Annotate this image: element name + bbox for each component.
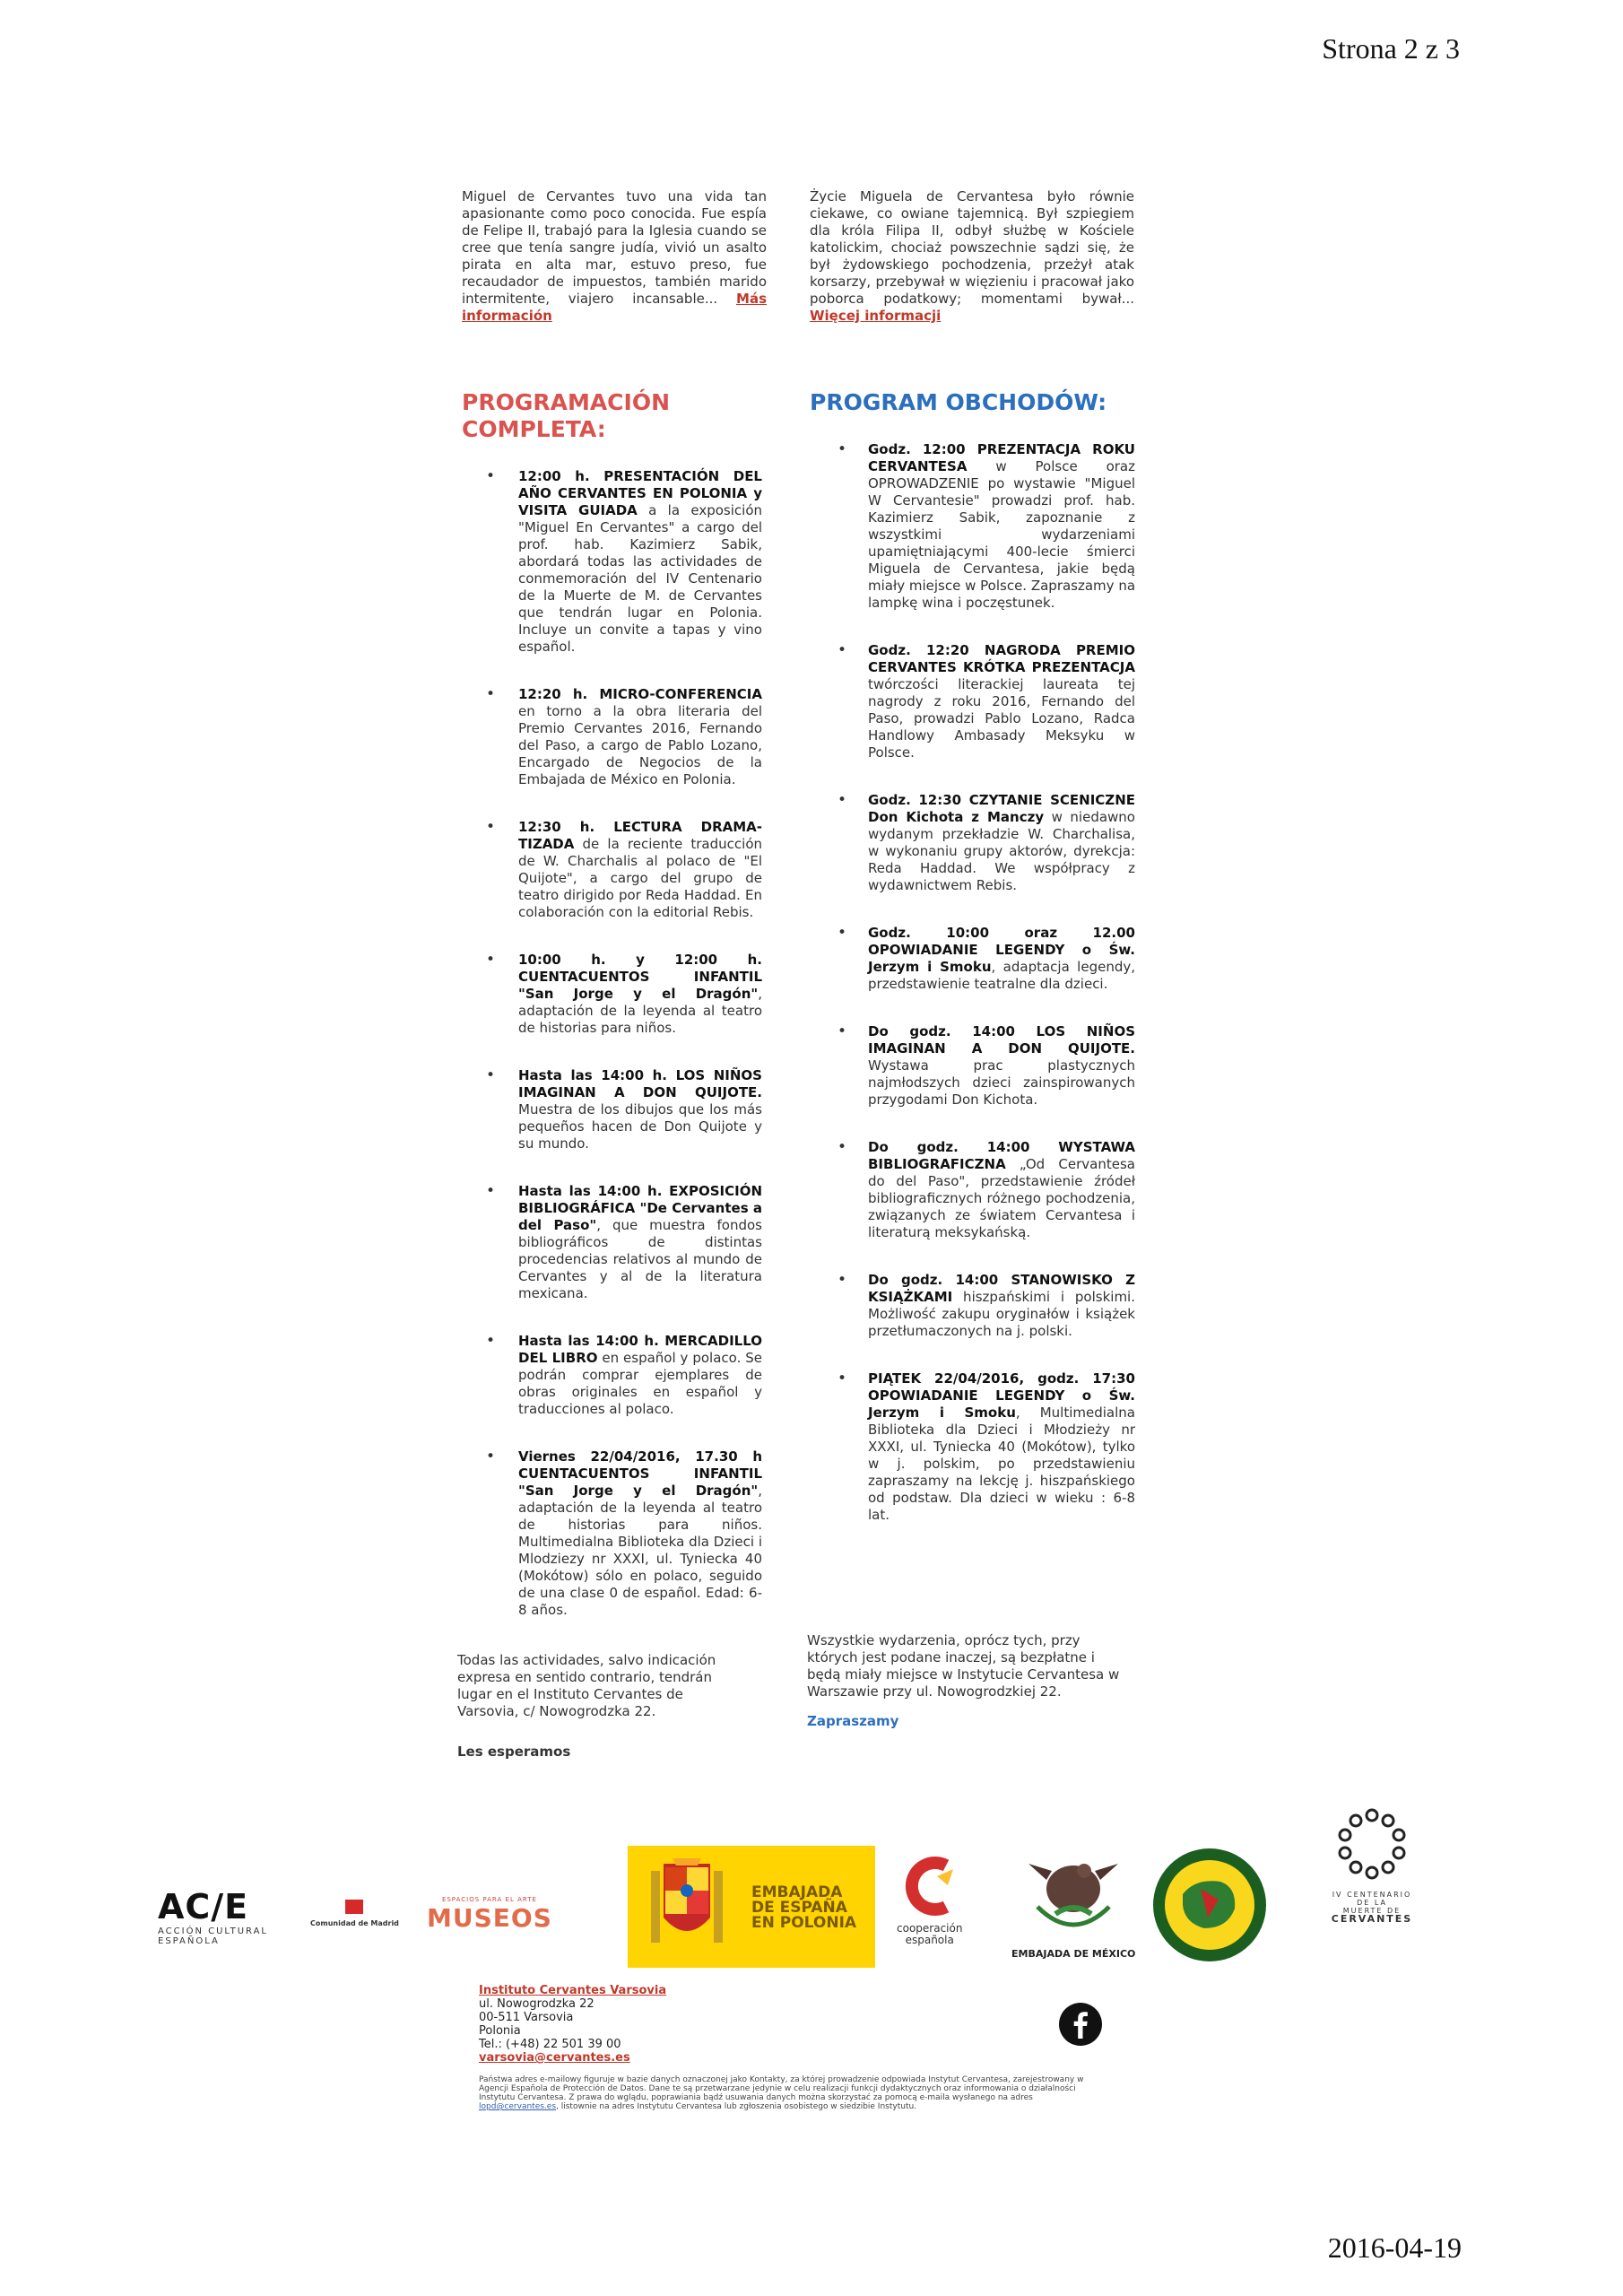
contact-phone: Tel.: (+48) 22 501 39 00 [479,2038,621,2051]
comunidad-madrid-logo: Comunidad de Madrid [310,1900,399,1927]
intro-pl-text: Życie Miguela de Cervantesa było równie ciekawe, co owiane tajemnicą. Był szpiegiem dla króla Filipa II, odbył służbę w Kościele katolickim, chociaż powszechnie sądzi się, że był żydowskiego pochodzenia, przeżył atak korsarzy, przebywał w więzieniu i pracował jako poborca podatkowy; momentami bywał... [810,188,1134,307]
page-date: 2016-04-19 [1327,2231,1462,2264]
museos-logo: ESPACIOS PARA EL ARTE MUSEOS [427,1896,552,1933]
program-pl-item: • Do godz. 14:00 STANOWISKO Z KSIĄŻKAMI hiszpańskimi i polskimi. Możliwość zakupu oryginałów i książek przetłumaczonych na j. polski. [868,1272,1135,1340]
spain-coat-of-arms-icon [646,1855,728,1959]
signoff-es: Les esperamos [457,1744,571,1760]
cooperacion-espanola-logo: cooperación española [897,1853,962,1946]
program-es-item: • Hasta las 14:00 h. LOS NIÑOS IMAGINAN A DON QUIJOTE. Muestra de los dibujos que los más pequeños hacen de Don Quijote y su mundo. [518,1067,762,1152]
privacy-notice: Państwa adres e-mailowy figuruje w bazie danych oznaczonej jako Kontakty, za której prowadzenie odpowiada Instytut Cervantesa, zarejestrowany w Agencji Española de Protección de Datos. Dane te są przetwarzane jedynie w celu realizacji funkcji dydaktycznych oraz informowania o działalności Instytutu Cervantesa. Z prawa do wglądu, poprawiania bądź usuwania danych można skorzystać za pomocą e-maila wysłanego na adres lopd@cervantes.es, listownie na adres Instytutu Cervantesa lub zgłoszenia osobistego w siedzibie Instytutu. [479,2075,1084,2111]
program-pl-heading: PROGRAM OBCHODÓW: [810,389,1107,415]
closing-pl: Wszystkie wydarzenia, oprócz tych, przy których jest podane inaczej, są bezpłatne i będą miały miejsce w Instytucie Cervantesa w Warszawie przy ul. Nowogrodzkiej 22. [807,1632,1120,1700]
program-es-item: • Hasta las 14:00 h. EXPOSICIÓN BIBLIOGRÁFICA "De Cervantes a del Paso", que muestra fondos bibliográficos de distintas procedencias relativos al mundo de Cervantes y al de la literatura mexicana. [518,1183,762,1302]
closing-es: Todas las actividades, salvo indicación expresa en sentido contrario, tendrán lugar en el Instituto Cervantes de Varsovia, c/ Nowogrodzka 22. [457,1652,716,1719]
green-seal-logo [1150,1846,1269,1968]
facebook-icon[interactable] [1058,2002,1103,2047]
signoff-pl: Zapraszamy [807,1713,899,1729]
embajada-mexico-logo: EMBAJADA DE MÉXICO [1011,1844,1135,1960]
intro-es-text: Miguel de Cervantes tuvo una vida tan apasionante como poco conocida. Fue espía de Felipe II, trabajó para la Iglesia cuando se cree que tenía sangre judía, vivió un asalto pirata en alta mar, estuvo preso, fue recaudador de impuestos, también marido intermitente, viajero incansable... [462,188,767,307]
contact-postal: 00-511 Varsovia [479,2011,574,2024]
program-es-item: • Viernes 22/04/2016, 17.30 h CUENTACUENTOS INFANTIL "San Jorge y el Dragón", adaptación de la leyenda al teatro de historias para niños. Multimedialna Biblioteka dla Dzieci i Mlodziezy nr XXXI, ul. Tyniecka 40 (Mokótow) sólo en polaco, seguido de una clase 0 de español. Edad: 6-8 años. [518,1448,762,1619]
program-pl-item: • Do godz. 14:00 LOS NIÑOS IMAGINAN A DON QUIJOTE. Wystawa prac plastycznych najmłodszych dzieci zainspirowanych przygodami Don Kichota. [868,1023,1135,1109]
iv-centenario-wreath-icon [1327,1799,1417,1887]
contact-country: Polonia [479,2024,521,2038]
program-es-item: • 12:30 h. LECTURA DRAMA-TIZADA de la reciente traducción de W. Charchalis al polaco de "El Quijote", a cargo del grupo de teatro dirigido por Reda Haddad. En colaboración con la editorial Rebis. [518,819,762,921]
madrid-flag-icon [345,1900,363,1914]
program-pl-item: • Godz. 12:20 NAGRODA PREMIO CERVANTES KRÓTKA PREZENTACJA twórczości literackiej laureata tej nagrody z roku 2016, Fernando del Paso, prowadzi Pablo Lozano, Radca Handlowy Ambasady Meksyku w Polsce. [868,642,1135,761]
institute-link[interactable]: Instituto Cervantes Varsovia [479,1984,667,1997]
program-pl-item: • Godz. 12:00 PREZENTACJA ROKU CERVANTESA w Polsce oraz OPROWADZENIE po wystawie "Miguel W Cervantesie" prowadzi prof. hab. Kazimierz Sabik, zapoznanie z wszystkimi wydarzeniami upamiętniającymi 400-lecie śmierci Miguela de Cervantesa, jakie będą miały miejsce w Polsce. Zapraszamy na lampkę wina i poczęstunek. [868,441,1135,612]
program-es-item: • 12:20 h. MICRO-CONFERENCIA en torno a la obra literaria del Premio Cervantes 2016, Fernando del Paso, a cargo de Pablo Lozano, Encargado de Negocios de la Embajada de México en Polonia. [518,686,762,788]
intro-es [462,188,767,325]
program-es-item: • 12:00 h. PRESENTACIÓN DEL AÑO CERVANTES EN POLONIA y VISITA GUIADA a la exposición "Miguel En Cervantes" a cargo del prof. hab. Kazimierz Sabik, abordará todas las actividades de conmemoración del IV Centenario de la Muerte de M. de Cervantes que tendrán lugar en Polonia. Incluye un convite a tapas y vino español. [518,468,762,656]
program-pl-list [868,441,1135,1524]
intro-pl [810,188,1134,325]
program-es-heading: PROGRAMACIÓN COMPLETA: [462,389,670,442]
contact-email-link[interactable]: varsovia@cervantes.es [479,2051,630,2065]
cooperacion-c-icon [901,1853,959,1919]
contact-street: ul. Nowogrodzka 22 [479,1997,595,2011]
page-number: Strona 2 z 3 [1322,32,1460,65]
program-pl-item: • Godz. 10:00 oraz 12.00 OPOWIADANIE LEGENDY o Św. Jerzym i Smoku, adaptacja legendy, przedstawienie teatralne dla dzieci. [868,925,1135,993]
ace-logo: AC/E ACCIÓN CULTURAL ESPAÑOLA [158,1887,268,1946]
program-pl-item: • Do godz. 14:00 WYSTAWA BIBLIOGRAFICZNA „Od Cervantesa do del Paso", przedstawienie źródeł bibliograficznych różnego pochodzenia, związanych ze światem Cervantesa i literaturą meksykańską. [868,1139,1135,1241]
green-seal-icon [1150,1846,1269,1964]
iv-centenario-logo: IV CENTENARIO DE LA MUERTE DE CERVANTES [1327,1799,1417,1924]
mexico-eagle-icon [1020,1844,1127,1944]
contact-block [479,1984,666,2065]
intro-pl-link[interactable]: Więcej informacji [810,308,942,324]
intro-es-link[interactable]: Más información [462,291,767,324]
privacy-email-link[interactable]: lopd@cervantes.es [479,2102,557,2111]
embajada-espana-logo: EMBAJADA DE ESPAÑA EN POLONIA [628,1846,875,1968]
program-pl-item: • Godz. 12:30 CZYTANIE SCENICZNE Don Kichota z Manczy w niedawno wydanym przekładzie W. Charchalisa, w wykonaniu grupy aktorów, dyrekcja: Reda Haddad. We współpracy z wydawnictwem Rebis. [868,792,1135,894]
program-es-item: • Hasta las 14:00 h. MERCADILLO DEL LIBRO en español y polaco. Se podrán comprar ejemplares de obras originales en español y traducciones al polaco. [518,1333,762,1418]
program-pl-item: • PIĄTEK 22/04/2016, godz. 17:30 OPOWIADANIE LEGENDY o Św. Jerzym i Smoku, Multimedialna Biblioteka dla Dzieci i Młodzieży nr XXXI, ul. Tyniecka 40 (Mokótow), tylko w j. polskim, po przedstawieniu zapraszamy na lekcję j. hiszpańskiego od podstaw. Dla dzieci w wieku : 6-8 lat. [868,1370,1135,1524]
program-es-list [518,468,762,1619]
program-es-item: • 10:00 h. y 12:00 h. CUENTACUENTOS INFANTIL "San Jorge y el Dragón", adaptación de la leyenda al teatro de historias para niños. [518,952,762,1037]
